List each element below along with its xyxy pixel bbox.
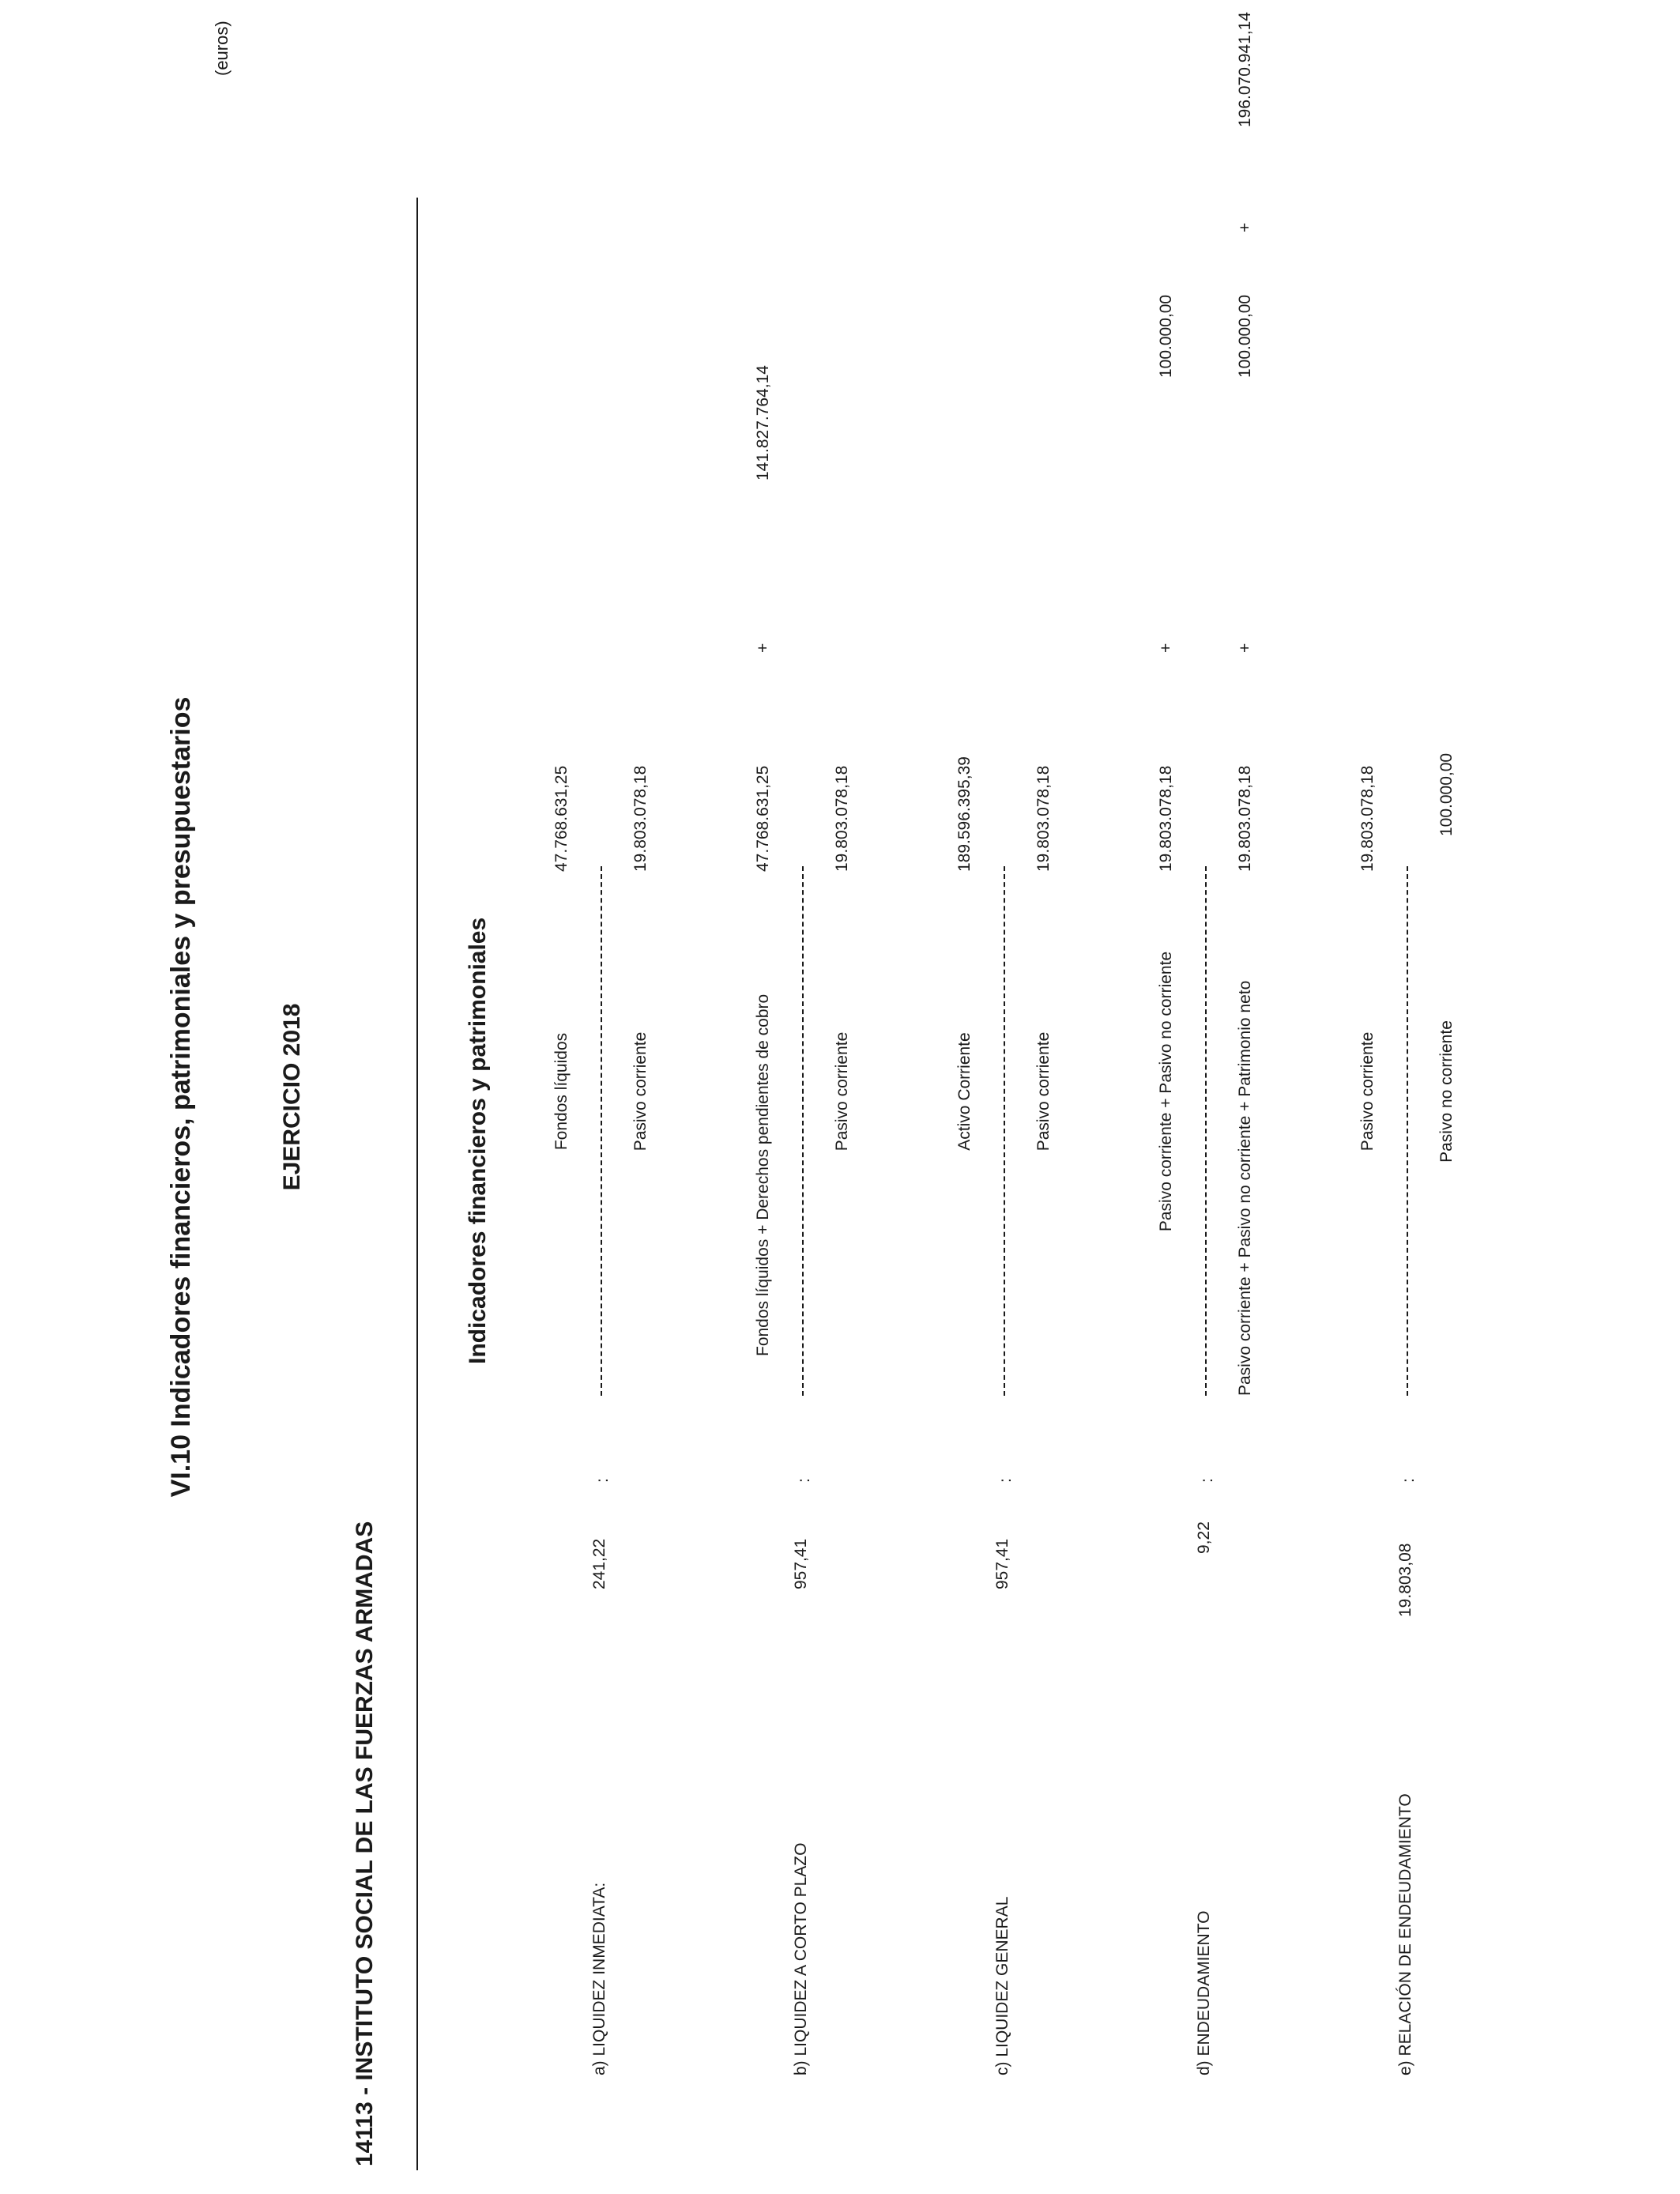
section-title: Indicadores financieros y patrimoniales [465,917,491,1364]
numerator-expression: Fondos líquidos + Derechos pendientes de cobro [754,993,772,1356]
indicator-ratio: 957,41 [792,1538,810,1589]
indicator-label: a) LIQUIDEZ INMEDIATA: [590,1882,608,2075]
denominator-value: 19.803.078,18 [1236,765,1254,872]
plus-sign: + [1236,222,1254,232]
plus-sign: + [1157,643,1175,653]
numerator-expression: Pasivo corriente + Pasivo no corriente [1157,951,1175,1232]
indicator-label: b) LIQUIDEZ A CORTO PLAZO [792,1842,810,2075]
denominator-value: 100.000,00 [1437,752,1456,836]
numerator-expression: Pasivo corriente [1358,1031,1377,1152]
indicator-label: d) ENDEUDAMIENTO [1195,1910,1213,2075]
header-rule [416,198,418,2170]
indicator-ratio: 9,22 [1195,1521,1213,1554]
indicator-ratio: 19.803,08 [1396,1543,1414,1617]
denominator-expression: Pasivo corriente [631,1031,650,1152]
numerator-expression: Fondos líquidos [552,1032,571,1151]
fraction-line [1205,866,1207,1396]
denominator-expression: Pasivo corriente [833,1031,851,1152]
plus-sign: + [1236,643,1254,653]
numerator-value: 141.827.764,14 [754,365,772,481]
denominator-expression: Pasivo no corriente [1437,1020,1456,1163]
indicator-colon: : [795,1478,813,1483]
indicator-ratio: 957,41 [993,1538,1011,1589]
numerator-value: 19.803.078,18 [1157,765,1175,872]
denominator-value: 196.070.941,14 [1236,12,1254,127]
entity-heading: 14113 - INSTITUTO SOCIAL DE LAS FUERZAS ARMADAS [352,1521,378,2166]
document-title: VI.10 Indicadores financieros, patrimoniales y presupuestarios [166,696,196,1498]
fraction-line [802,866,804,1396]
numerator-value: 19.803.078,18 [1358,765,1377,872]
indicator-colon: : [1399,1478,1418,1483]
indicator-ratio: 241,22 [590,1538,608,1589]
fraction-line [1004,866,1005,1396]
unit-label: (euros) [212,21,232,76]
denominator-value: 19.803.078,18 [1034,765,1053,872]
numerator-value: 47.768.631,25 [754,765,772,872]
denominator-expression: Pasivo corriente [1034,1031,1053,1152]
denominator-value: 19.803.078,18 [833,765,851,872]
fiscal-year-heading: EJERCICIO 2018 [279,1003,305,1191]
indicator-label: e) RELACIÓN DE ENDEUDAMIENTO [1396,1793,1414,2075]
indicator-colon: : [996,1478,1015,1483]
indicator-colon: : [593,1478,612,1483]
fraction-line [1407,866,1408,1396]
numerator-value: 47.768.631,25 [552,765,571,872]
numerator-expression: Activo Corriente [955,1032,974,1151]
numerator-value: 100.000,00 [1157,294,1175,378]
denominator-expression: Pasivo corriente + Pasivo no corriente + Patrimonio neto [1236,980,1254,1396]
denominator-value: 100.000,00 [1236,294,1254,378]
fraction-line [601,866,602,1396]
denominator-value: 19.803.078,18 [631,765,650,872]
indicator-label: c) LIQUIDEZ GENERAL [993,1896,1011,2075]
numerator-value: 189.596.395,39 [955,756,974,872]
plus-sign: + [754,643,772,653]
indicator-colon: : [1198,1478,1216,1483]
